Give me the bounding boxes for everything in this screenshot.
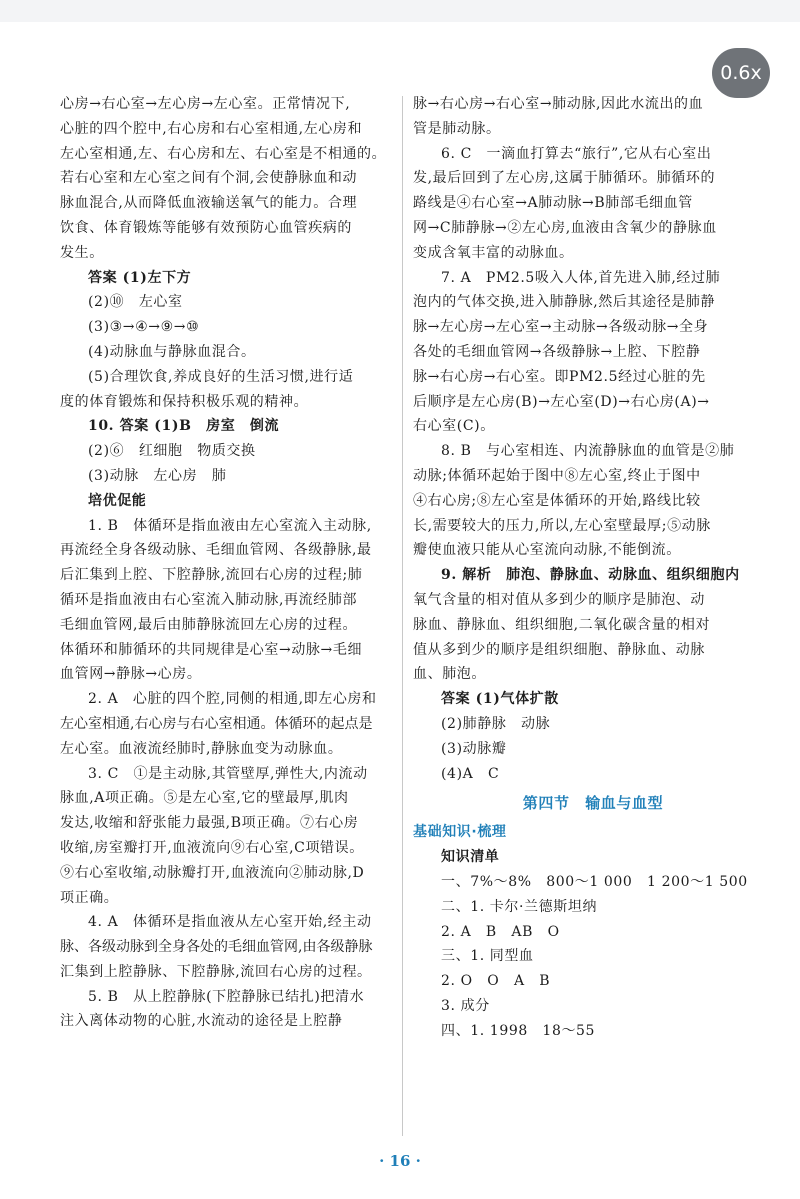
- left-column-line: 心房→右心室→左心房→左心室。正常情况下,: [60, 96, 351, 112]
- left-column-line: 1. B 体循环是指血液由左心室流入主动脉,: [88, 517, 372, 534]
- left-column-line: 再流经全身各级动脉、毛细血管网、各级静脉,最: [60, 542, 372, 559]
- page-number: · 16 ·: [379, 1152, 421, 1170]
- right-column-line: 答案 (1)气体扩散: [441, 691, 559, 708]
- zoom-level-badge[interactable]: 0.6x: [712, 48, 770, 98]
- right-column-line: 管是肺动脉。: [413, 120, 501, 137]
- left-column-line: 10. 答案 (1)B 房室 倒流: [88, 418, 280, 435]
- left-column-line: (4)动脉血与静脉血混合。: [88, 343, 256, 360]
- left-column-line: 培优促能: [88, 492, 147, 509]
- left-column-line: 收缩,房室瓣打开,血液流向⑨右心室,C项错误。: [60, 839, 364, 856]
- right-column-line: 脉→左心房→左心室→主动脉→各级动脉→全身: [413, 319, 709, 336]
- right-column-line: 血、肺泡。: [413, 666, 486, 683]
- left-column-line: 发达,收缩和舒张能力最强,B项正确。⑦右心房: [60, 815, 359, 832]
- viewer-top-bar: [0, 0, 800, 22]
- right-column-line: 右心室(C)。: [413, 418, 495, 435]
- left-column-line: 若右心室和左心室之间有个洞,会使静脉血和动: [60, 170, 358, 187]
- right-column-line: 各处的毛细血管网→各级静脉→上腔、下腔静: [413, 343, 701, 360]
- right-column-line: 脉→右心房→右心室→肺动脉,因此水流出的血: [413, 96, 704, 112]
- left-column-line: 3. C ①是主动脉,其管壁厚,弹性大,内流动: [88, 765, 368, 782]
- right-column-line: 脉→右心房→右心室。即PM2.5经过心脏的先: [413, 368, 706, 385]
- left-column-line: 后汇集到上腔、下腔静脉,流回右心房的过程;肺: [60, 567, 363, 584]
- right-column-line: 2. A B AB O: [441, 923, 560, 940]
- left-column-line: (3)动脉 左心房 肺: [88, 467, 227, 484]
- right-column-line: 网→C肺静脉→②左心房,血液由含氧少的静脉血: [413, 219, 717, 236]
- left-column-line: 脉血,A项正确。⑤是左心室,它的壁最厚,肌肉: [60, 790, 349, 807]
- left-column-line: (5)合理饮食,养成良好的生活习惯,进行适: [88, 368, 354, 385]
- right-column-line: 二、1. 卡尔·兰德斯坦纳: [441, 898, 598, 915]
- right-column-line: 3. 成分: [441, 997, 490, 1014]
- left-column-line: 汇集到上腔静脉、下腔静脉,流回右心房的过程。: [60, 963, 372, 980]
- right-column-line: 一、7%～8% 800～1 000 1 200～1 500: [441, 873, 748, 890]
- right-column-line: 瓣使血液只能从心室流向动脉,不能倒流。: [413, 542, 681, 559]
- left-column-line: 左心室相通,右心房与右心室相通。体循环的起点是: [60, 715, 373, 732]
- left-column-line: 饮食、体育锻炼等能够有效预防心血管疾病的: [60, 219, 352, 236]
- right-column-line: 路线是④右心室→A肺动脉→B肺部毛细血管: [413, 195, 693, 212]
- right-column-line: 9. 解析 肺泡、静脉血、动脉血、组织细胞内: [441, 567, 740, 584]
- left-column-line: (3)③→④→⑨→⑩: [88, 319, 200, 336]
- left-column-line: 脉血混合,从而降低血液输送氧气的能力。合理: [60, 195, 358, 212]
- left-column-line: (2)⑩ 左心室: [88, 294, 183, 311]
- left-column-line: 体循环和肺循环的共同规律是心室→动脉→毛细: [60, 641, 363, 658]
- right-column-line: 后顺序是左心房(B)→左心室(D)→右心房(A)→: [413, 393, 710, 410]
- column-divider: [402, 96, 403, 1136]
- left-column-line: 循环是指血液由右心室流入肺动脉,再流经肺部: [60, 591, 358, 608]
- right-column-line: (2)肺静脉 动脉: [441, 715, 551, 732]
- right-text-column: [413, 92, 773, 1043]
- right-column-line: 知识清单: [441, 849, 500, 866]
- left-text-column: [60, 92, 392, 1034]
- right-column-line: 动脉;体循环起始于图中⑧左心室,终止于图中: [413, 467, 701, 484]
- left-column-line: 发生。: [60, 244, 104, 261]
- right-column-line: 三、1. 同型血: [441, 948, 534, 965]
- left-column-line: ⑨右心室收缩,动脉瓣打开,血液流向②肺动脉,D: [60, 864, 365, 881]
- right-column-line: 8. B 与心室相连、内流静脉血的血管是②肺: [441, 443, 735, 460]
- right-column-line: (3)动脉瓣: [441, 740, 507, 757]
- left-column-line: (2)⑥ 红细胞 物质交换: [88, 443, 256, 460]
- left-column-line: 注入离体动物的心脏,水流动的途径是上腔静: [60, 1013, 343, 1030]
- right-column-line: 基础知识·梳理: [413, 824, 507, 841]
- left-column-line: 度的体育锻炼和保持积极乐观的精神。: [60, 393, 309, 410]
- right-column-line: (4)A C: [441, 765, 500, 782]
- left-column-line: 心脏的四个腔中,右心房和右心室相通,左心房和: [60, 120, 363, 137]
- left-column-line: 2. A 心脏的四个腔,同侧的相通,即左心房和: [88, 691, 377, 708]
- right-column-line: 长,需要较大的压力,所以,左心室壁最厚;⑤动脉: [413, 517, 711, 534]
- left-column-line: 项正确。: [60, 889, 119, 906]
- right-column-line: ④右心房;⑧左心室是体循环的开始,路线比较: [413, 492, 701, 509]
- right-column-line: 四、1. 1998 18～55: [441, 1022, 596, 1039]
- right-column-line: 发,最后回到了左心房,这属于肺循环。肺循环的: [413, 170, 716, 187]
- right-column-line: 值从多到少的顺序是组织细胞、静脉血、动脉: [413, 641, 705, 658]
- right-column-line: 脉血、静脉血、组织细胞,二氧化碳含量的相对: [413, 616, 711, 633]
- right-column-line: 6. C 一滴血打算去“旅行”,它从右心室出: [441, 145, 712, 162]
- right-column-line: 7. A PM2.5吸入人体,首先进入肺,经过肺: [441, 269, 721, 286]
- left-column-line: 左心室相通,左、右心房和左、右心室是不相通的。: [60, 145, 387, 162]
- right-column-line: 第四节 输血与血型: [522, 794, 664, 813]
- left-column-line: 毛细血管网,最后由肺静脉流回左心房的过程。: [60, 616, 358, 633]
- left-column-line: 答案 (1)左下方: [88, 269, 192, 286]
- right-column-line: 变成含氧丰富的动脉血。: [413, 244, 574, 261]
- left-column-line: 血管网→静脉→心房。: [60, 666, 202, 683]
- right-column-line: 泡内的气体交换,进入肺静脉,然后其途径是肺静: [413, 294, 716, 311]
- left-column-line: 4. A 体循环是指血液从左心室开始,经主动: [88, 914, 372, 931]
- left-column-line: 左心室。血液流经肺时,静脉血变为动脉血。: [60, 740, 343, 757]
- left-column-line: 脉、各级动脉到全身各处的毛细血管网,由各级静脉: [60, 939, 373, 956]
- right-column-line: 2. O O A B: [441, 973, 551, 990]
- right-column-line: 氧气含量的相对值从多到少的顺序是肺泡、动: [413, 591, 705, 608]
- left-column-line: 5. B 从上腔静脉(下腔静脉已结扎)把清水: [88, 988, 365, 1005]
